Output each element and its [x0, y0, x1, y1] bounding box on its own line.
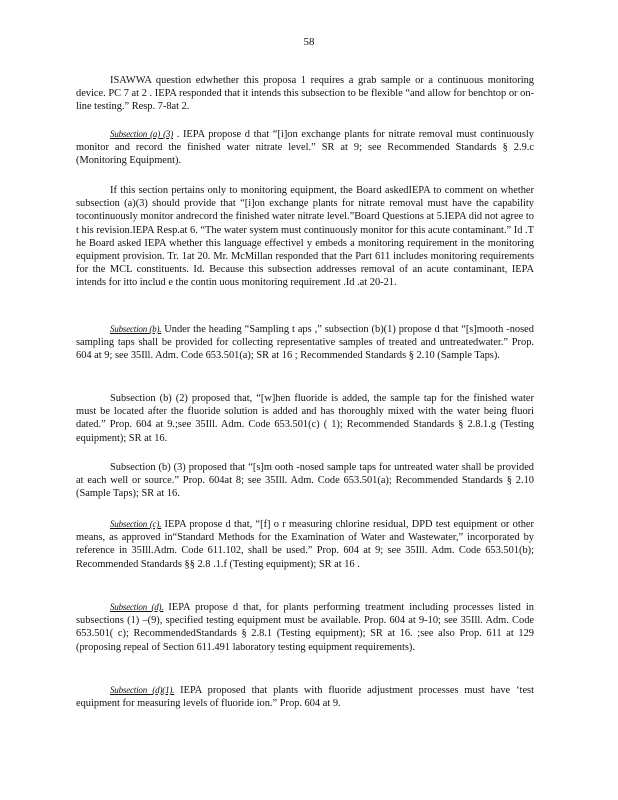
subsection-label: Subsection (c).: [110, 519, 162, 529]
paragraph-text: Subsection (b) (3) proposed that “[s]m ooth -nosed sample taps for untreated water shall be provided at each well or source.” Prop. 604at 8; see 35Ill. Adm. Code 653.501(a); Recommended Standards § 2.10 (Sample Taps); SR at 16.: [76, 462, 534, 500]
paragraph-text: ISAWWA question edwhether this proposa 1 requires a grab sample or a continuous monitoring device. PC 7 at 2 . IEPA responded that it intends this subsection to be flexible “and allow for benchtop or on-line testing.” Resp. 7-8at 2.: [76, 75, 534, 113]
paragraph-text: Subsection (b) (2) proposed that, “[w]hen fluoride is added, the sample tap for the finished water must be located after the fluoride solution is added and has thoroughly mixed with the water being fluori dated.” Prop. 604 at 9.;see 35Ill. Adm. Code 653.501(c) ( 1); Recommended Standards § 2.8.1.g (Testing equipment); SR at 16.: [76, 393, 534, 444]
paragraph-text: Under the heading “Sampling t aps ,” subsection (b)(1) propose d that “[s]mooth -nosed sampling taps shall be provided for collecting representative samples of treated and untreatedwater.” Prop. 604 at 9; see 35Ill. Adm. Code 653.501(a); SR at 16 ; Recommended Standards § 2.10 (Sample Taps).: [76, 324, 534, 362]
paragraph-board-question: [76, 184, 534, 290]
paragraph-subsection-c: [76, 518, 534, 571]
subsection-label: Subsection (d).: [110, 602, 164, 612]
paragraph-subsection-d: [76, 601, 534, 654]
paragraph-text: IEPA proposed that plants with fluoride adjustment processes must have ‘test equipment for measuring levels of fluoride ion.” Prop. 604 at 9.: [76, 685, 534, 710]
paragraph-text: IEPA propose d that, for plants performing treatment including processes listed in subsections (1) –(9), specified testing equipment must be available. Prop. 604 at 9-10; see 35Ill. Adm. Code 653.501( c); RecommendedStandards § 2.8.1 (Testing equipment); SR at 16. ;see also Prop. 611 at 129 (proposing repeal of Section 611.491 laboratory testing equipment requirements).: [76, 602, 534, 653]
paragraph-subsection-b2: [76, 392, 534, 445]
paragraph-text: If this section pertains only to monitoring equipment, the Board askedIEPA to comment on whether subsection (a)(3) should provide that “[i]on exchange plants for nitrate removal must have the capability tocontinuously monitor andrecord the finished water nitrate level.”Board Questions at 5.IEPA did not agree to t his revision.IEPA Resp.at 6. “The water system must continuously monitor for this acute contaminant.” Id .T he Board asked IEPA whether this language effectivel y embeds a monitoring requirement in the monitoring equipment provision. Tr. 1at 20. Mr. McMillan responded that the Part 611 includes monitoring requirements for the MCL constituents. Id. Because this subsection addresses removal of an acute contaminant, IEPA intends for itto includ e the contin uous monitoring requirement .Id .at 20-21.: [76, 185, 534, 289]
subsection-label: Subsection (a) (3): [110, 129, 174, 139]
paragraph-awwa-question: [76, 74, 534, 114]
subsection-label: Subsection (b).: [110, 324, 162, 334]
paragraph-subsection-b3: [76, 461, 534, 501]
paragraph-subsection-b: [76, 323, 534, 363]
paragraph-text: . IEPA propose d that “[i]on exchange plants for nitrate removal must continuously monitor and record the finished water nitrate level.” SR at 9; see Recommended Standards § 2.9.c (Monitoring Equipment).: [76, 129, 534, 167]
page-number: 58: [303, 36, 315, 48]
subsection-label: Subsection (d)(1).: [110, 685, 175, 695]
paragraph-subsection-a3: [76, 128, 534, 168]
paragraph-text: IEPA propose d that, “[f] o r measuring chlorine residual, DPD test equipment or other means, as approved in“Standard Methods for the Examination of Water and Wastewater,” incorporated by reference in 35Ill.Adm. Code 611.102, shall be used.” Prop. 604 at 9; see 35Ill. Adm. Code 653.501(b); Recommended Standards §§ 2.8 .1.f (Testing equipment); SR at 16 .: [76, 519, 534, 570]
paragraph-subsection-d1: [76, 684, 534, 710]
